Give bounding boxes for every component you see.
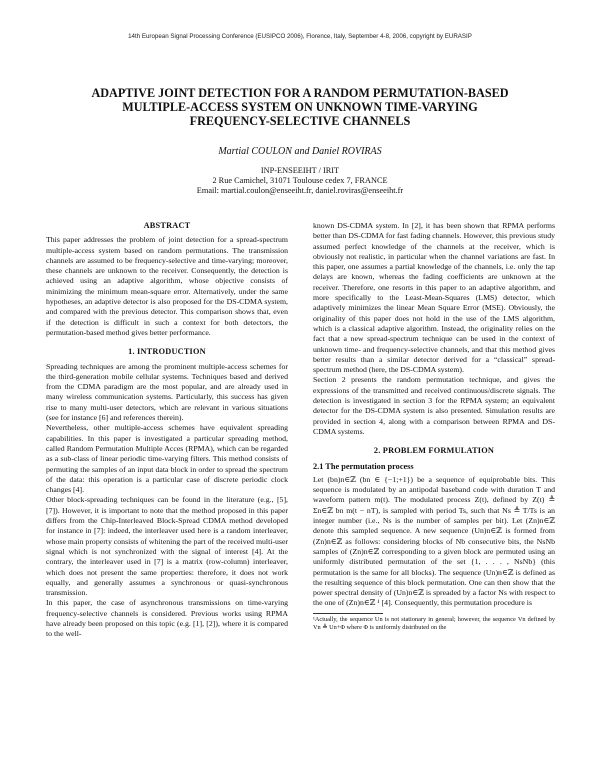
footnote: ¹Actually, the sequence Un is not stationary in general; however, the sequence Vn defined by Vn ≜ Un+Φ where Φ is uniformly distributed on the xyxy=(313,615,555,631)
paper-title xyxy=(60,86,540,128)
intro-paragraph: Spreading techniques are among the prominent multiple-access schemes for the third-generation mobile cellular systems. Techniques based and derived from the CDMA paradigm are the most popular, and are already used in many wireless communication systems. Particularly, this success has given rise to many multi-user detectors, which are relevant in various situations (see for instance [6] and references therein). xyxy=(46,361,288,423)
intro-paragraph: In this paper, the case of asynchronous transmissions on time-varying frequency-selective channels is considered. Previous works using RPMA have already been proposed on this topic (e.g. [1], [2]), where it is compared to the well- xyxy=(46,598,288,639)
title-line-3: FREQUENCY-SELECTIVE CHANNELS xyxy=(189,114,411,128)
affiliation-email[interactable]: Email: martial.coulon@enseeiht.fr, daniel.roviras@enseeiht.fr xyxy=(196,186,404,195)
authors: Martial COULON and Daniel ROVIRAS xyxy=(218,146,382,157)
introduction-heading: 1. INTRODUCTION xyxy=(128,347,206,357)
affiliation xyxy=(0,166,600,196)
abstract-text: This paper addresses the problem of joint detection for a spread-spectrum multiple-access system based on random permutations. The transmission channels are assumed to be frequency-selective and time-varying; moreover, these channels are unknown to the receiver. Consequently, the detection is achieved using an adaptive algorithm, whose objective consists of minimizing the minimum mean-square error. Alternatively, under the same hypotheses, an adaptive detector is also proposed for the DS-CDMA system, and compared with the previous detector. This comparison shows that, even if the detection is difficult in such a context for both detectors, the permutation-based method gives better performance. xyxy=(46,235,288,337)
conference-header: 14th European Signal Processing Conference (EUSIPCO 2006), Florence, Italy, September 4-8, 2006, copyright by EURASIP xyxy=(128,33,472,40)
abstract-heading: ABSTRACT xyxy=(143,221,191,230)
footnote-rule xyxy=(313,613,383,614)
subsection-heading: 2.1 The permutation process xyxy=(313,461,414,471)
section2-paragraph: Let (bn)n∈ℤ (bn ∈ {−1;+1}) be a sequence of equiprobable bits. This sequence is modulated by an antipodal baseband code with duration T and waveform pattern m(t). The modulated process Z(t), defined by Z(t) ≜ Σn∈ℤ bn m(t − nT), is sampled with period Ts, such that Ns ≜ T/Ts is an integer number (i.e., Ns is the number of samples per bit). Let (Zn)n∈ℤ denote this sampled sequence. A new sequence (Un)n∈ℤ is formed from (Zn)n∈ℤ as follows: considering blocks of Nb consecutive bits, the NsNb samples of (Zn)n∈ℤ corresponding to a given block are permuted using an uniformly distributed permutation of the set {1, . . . , NsNb} (this permutation is the same for all blocks). The sequence (Un)n∈ℤ is defined as the resulting sequence of this block permutation. One can then show that the power spectral density of (Un)n∈ℤ is spreaded by a factor Ns with respect to the one of (Zn)n∈ℤ ¹ [4]. Consequently, this permutation procedure is xyxy=(313,474,555,608)
left-column xyxy=(46,221,288,640)
affiliation-org: INP-ENSEEIHT / IRIT xyxy=(260,166,340,175)
affiliation-address: 2 Rue Camichel, 31071 Toulouse cedex 7, FRANCE xyxy=(212,176,388,185)
title-line-2: MULTIPLE-ACCESS SYSTEM ON UNKNOWN TIME-VARYING xyxy=(122,100,478,114)
section2-heading: 2. PROBLEM FORMULATION xyxy=(373,446,495,456)
title-line-1: ADAPTIVE JOINT DETECTION FOR A RANDOM PERMUTATION-BASED xyxy=(91,86,509,100)
intro-paragraph: Nevertheless, other multiple-access schemes have equivalent spreading capabilities. In this paper is investigated a particular spreading method, called Random Permutation Multiple Acces (RPMA), which can be regarded as a sub-class of linear periodic time-varying filters. This method consists of permuting the samples of an input data block in order to spread the spectrum of the data: this operation is a particular case of discrete periodic clock changes [4]. xyxy=(46,423,288,495)
intro-continued-paragraph: known DS-CDMA system. In [2], it has been shown that RPMA performs better than DS-CDMA for fast fading channels. However, this previous study assumed perfect knowledge of the channels at the receiver, which is obviously not realistic, in particular when the channel variations are fast. In this paper, one assumes a partial knowledge of the channels, i.e. only the tap delays are known, whereas the fading coefficients are unknown at the receiver. Therefore, one resorts in this paper to an adaptive algorithm, and more specifically to the Least-Mean-Squares (LMS) detector, which adaptively minimizes the linear Mean Square Error (MSE). Obviously, the originality of this paper does not hold in the use of the LMS algorithm, which is a classical adaptive algorithm. Instead, the originality relies on the fact that a new spread-spectrum technique can be used in the context of unknown time- and frequency-selective channels, and that this method gives better results than a similar detector derived for a “classical” spread-spectrum method (here, the DS-CDMA system). xyxy=(313,221,555,375)
intro-continued-paragraph: Section 2 presents the random permutation technique, and gives the expressions of the transmitted and received continuous/discrete signals. The detection is investigated in section 3 for the RPMA system; an equivalent detector for the DS-CDMA system is also presented. Simulation results are provided in section 4, along with a comparison between RPMA and DS-CDMA systems. xyxy=(313,375,555,436)
intro-paragraph: Other block-spreading techniques can be found in the literature (e.g., [5], [7]). However, it is important to note that the method proposed in this paper differs from the Chip-Interleaved Block-Spread CDMA method developed for instance in [7]: indeed, the interleaver used here is a random interleaver, whose main property consists of whitening the part of the received multi-user signal which is not synchronized with the signal of interest [4]. At the contrary, the interleaver used in [7] is a matrix (row-column) interleaver, which does not present the same properties: therefore, it does not work equally, and generally assumes a synchronous or quasi-synchronous transmission. xyxy=(46,495,288,598)
right-column xyxy=(313,221,555,632)
